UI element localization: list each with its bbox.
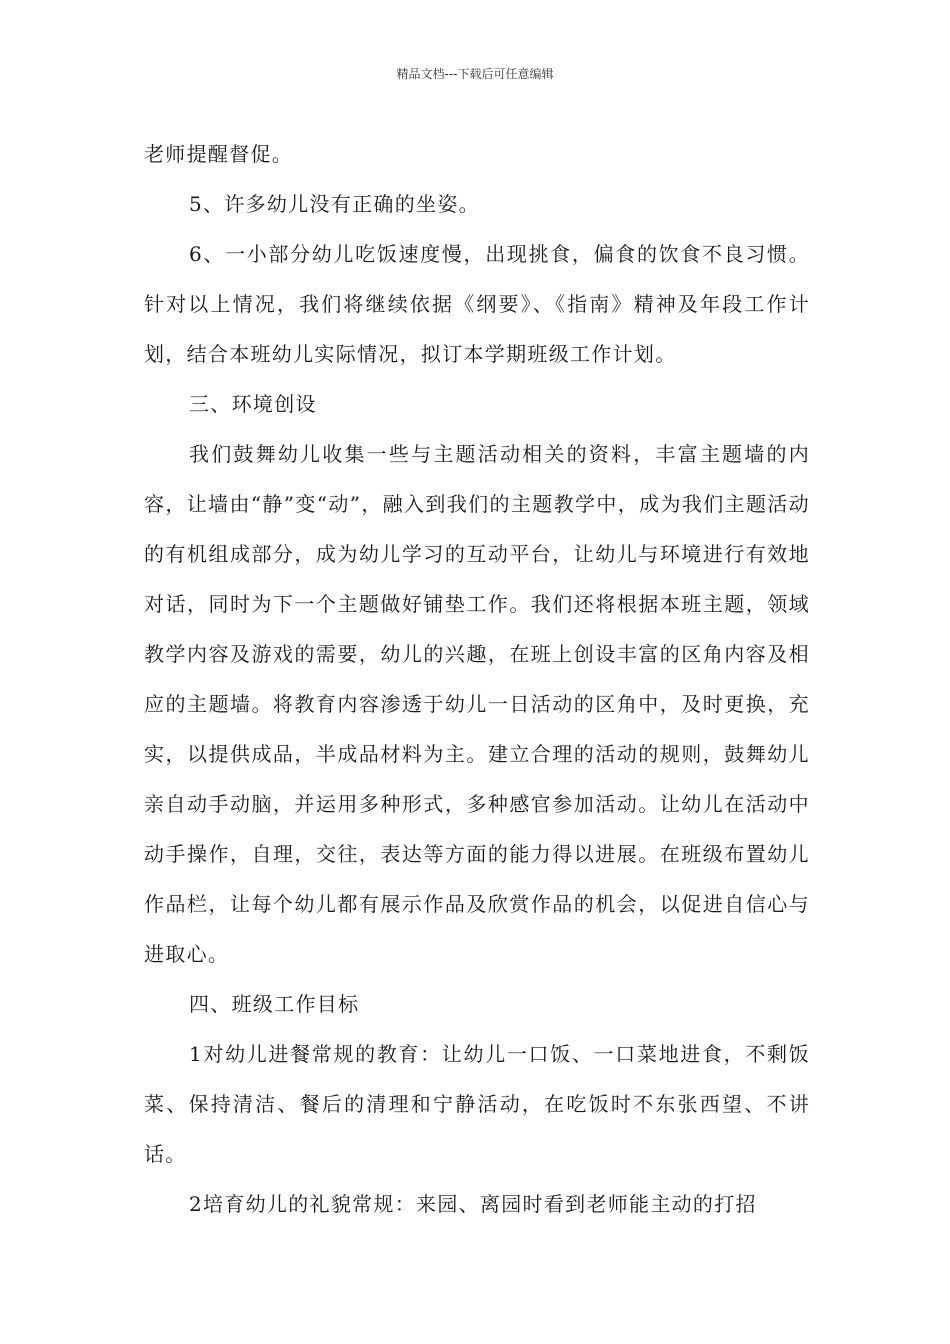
document-body: [144, 129, 810, 1229]
page-header: 精品文档---下载后可任意编辑: [396, 67, 554, 81]
section-heading-environment: 三、环境创设: [189, 392, 317, 416]
paragraph-item-5: 5、许多幼儿没有正确的坐姿。: [189, 192, 480, 216]
paragraph-continuation: 老师提醒督促。: [144, 142, 294, 166]
paragraph-environment: 我们鼓舞幼儿收集一些与主题活动相关的资料，丰富主题墙的内容，让墙由“静”变“动”，融入到我们的主题教学中，成为我们主题活动的有机组成部分，成为幼儿学习的互动平台，让幼儿与环境进行有效地对话，同时为下一个主题做好铺垫工作。我们还将根据本班主题，领域教学内容及游戏的需要，幼儿的兴趣，在班上创设丰富的区角内容及相应的主题墙。将教育内容渗透于幼儿一日活动的区角中，及时更换，充实，以提供成品，半成品材料为主。建立合理的活动的规则，鼓舞幼儿亲自动手动脑，并运用多种形式，多种感官参加活动。让幼儿在活动中动手操作，自理，交往，表达等方面的能力得以进展。在班级布置幼儿作品栏，让每个幼儿都有展示作品及欣赏作品的机会，以促进自信心与进取心。: [144, 442, 810, 966]
section-heading-goals: 四、班级工作目标: [189, 992, 360, 1016]
paragraph-goal-2: 2培育幼儿的礼貌常规：来园、离园时看到老师能主动的打招: [189, 1192, 757, 1216]
paragraph-item-6: 6、一小部分幼儿吃饭速度慢，出现挑食，偏食的饮食不良习惯。针对以上情况，我们将继续依据《纲要》、《指南》精神及年段工作计划，结合本班幼儿实际情况，拟订本学期班级工作计划。: [144, 242, 810, 366]
paragraph-goal-1: 1对幼儿进餐常规的教育：让幼儿一口饭、一口菜地进食，不剩饭菜、保持清洁、餐后的清理和宁静活动，在吃饭时不东张西望、不讲话。: [144, 1042, 810, 1166]
